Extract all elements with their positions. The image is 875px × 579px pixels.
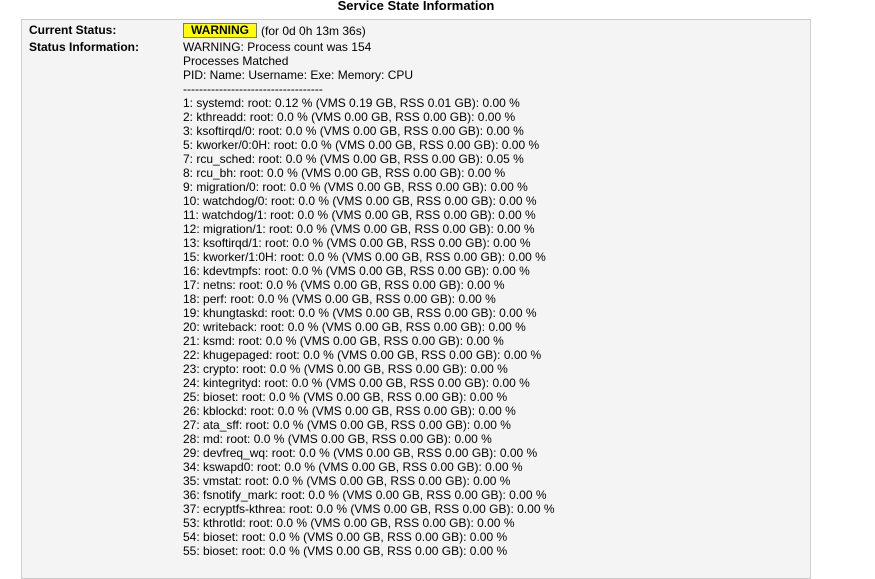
process-line: 23: crypto: root: 0.0 % (VMS 0.00 GB, RSS 0.00 GB): 0.00 %	[183, 362, 508, 376]
process-line: 11: watchdog/1: root: 0.0 % (VMS 0.00 GB, RSS 0.00 GB): 0.00 %	[183, 208, 536, 222]
process-line: 18: perf: root: 0.0 % (VMS 0.00 GB, RSS 0.00 GB): 0.00 %	[183, 292, 496, 306]
process-line: 26: kblockd: root: 0.0 % (VMS 0.00 GB, RSS 0.00 GB): 0.00 %	[183, 404, 516, 418]
status-information-text	[183, 40, 555, 558]
process-line: 22: khugepaged: root: 0.0 % (VMS 0.00 GB, RSS 0.00 GB): 0.00 %	[183, 348, 542, 362]
process-line: 5: kworker/0:0H: root: 0.0 % (VMS 0.00 GB, RSS 0.00 GB): 0.00 %	[183, 138, 540, 152]
status-duration: (for 0d 0h 13m 36s)	[261, 23, 366, 38]
process-line: 3: ksoftirqd/0: root: 0.0 % (VMS 0.00 GB, RSS 0.00 GB): 0.00 %	[183, 124, 524, 138]
process-line: 2: kthreadd: root: 0.0 % (VMS 0.00 GB, RSS 0.00 GB): 0.00 %	[183, 110, 516, 124]
process-line: 24: kintegrityd: root: 0.0 % (VMS 0.00 GB, RSS 0.00 GB): 0.00 %	[183, 376, 530, 390]
process-line: 19: khungtaskd: root: 0.0 % (VMS 0.00 GB, RSS 0.00 GB): 0.00 %	[183, 306, 537, 320]
status-information-label: Status Information:	[29, 40, 139, 54]
status-badge: WARNING	[183, 23, 257, 38]
process-line: 28: md: root: 0.0 % (VMS 0.00 GB, RSS 0.00 GB): 0.00 %	[183, 432, 492, 446]
process-line: 9: migration/0: root: 0.0 % (VMS 0.00 GB, RSS 0.00 GB): 0.00 %	[183, 180, 528, 194]
process-line: 10: watchdog/0: root: 0.0 % (VMS 0.00 GB, RSS 0.00 GB): 0.00 %	[183, 194, 537, 208]
process-line: 8: rcu_bh: root: 0.0 % (VMS 0.00 GB, RSS 0.00 GB): 0.00 %	[183, 166, 506, 180]
process-line: 21: ksmd: root: 0.0 % (VMS 0.00 GB, RSS 0.00 GB): 0.00 %	[183, 334, 504, 348]
current-status-value	[183, 23, 366, 38]
process-line: 25: bioset: root: 0.0 % (VMS 0.00 GB, RSS 0.00 GB): 0.00 %	[183, 390, 508, 404]
status-info-line: PID: Name: Username: Exe: Memory: CPU	[183, 68, 414, 82]
page-title: Service State Information	[337, 0, 495, 13]
status-info-line: Processes Matched	[183, 54, 289, 68]
status-info-line: WARNING: Process count was 154	[183, 40, 372, 54]
process-line: 53: kthrotld: root: 0.0 % (VMS 0.00 GB, RSS 0.00 GB): 0.00 %	[183, 516, 515, 530]
process-line: 27: ata_sff: root: 0.0 % (VMS 0.00 GB, RSS 0.00 GB): 0.00 %	[183, 418, 511, 432]
process-line: 55: bioset: root: 0.0 % (VMS 0.00 GB, RSS 0.00 GB): 0.00 %	[183, 544, 508, 558]
process-line: 13: ksoftirqd/1: root: 0.0 % (VMS 0.00 GB, RSS 0.00 GB): 0.00 %	[183, 236, 531, 250]
process-line: 1: systemd: root: 0.12 % (VMS 0.19 GB, RSS 0.01 GB): 0.00 %	[183, 96, 520, 110]
process-line: 15: kworker/1:0H: root: 0.0 % (VMS 0.00 GB, RSS 0.00 GB): 0.00 %	[183, 250, 546, 264]
current-status-label: Current Status:	[29, 23, 117, 37]
service-state-panel	[21, 19, 811, 579]
process-line: 34: kswapd0: root: 0.0 % (VMS 0.00 GB, RSS 0.00 GB): 0.00 %	[183, 460, 523, 474]
process-line: 29: devfreq_wq: root: 0.0 % (VMS 0.00 GB, RSS 0.00 GB): 0.00 %	[183, 446, 538, 460]
process-line: 16: kdevtmpfs: root: 0.0 % (VMS 0.00 GB, RSS 0.00 GB): 0.00 %	[183, 264, 530, 278]
process-line: 36: fsnotify_mark: root: 0.0 % (VMS 0.00 GB, RSS 0.00 GB): 0.00 %	[183, 488, 547, 502]
process-line: 20: writeback: root: 0.0 % (VMS 0.00 GB, RSS 0.00 GB): 0.00 %	[183, 320, 526, 334]
separator-line: -----------------------------------	[183, 82, 323, 96]
process-line: 7: rcu_sched: root: 0.0 % (VMS 0.00 GB, RSS 0.00 GB): 0.05 %	[183, 152, 524, 166]
process-line: 35: vmstat: root: 0.0 % (VMS 0.00 GB, RSS 0.00 GB): 0.00 %	[183, 474, 511, 488]
process-line: 12: migration/1: root: 0.0 % (VMS 0.00 GB, RSS 0.00 GB): 0.00 %	[183, 222, 535, 236]
process-line: 54: bioset: root: 0.0 % (VMS 0.00 GB, RSS 0.00 GB): 0.00 %	[183, 530, 508, 544]
process-line: 37: ecryptfs-kthrea: root: 0.0 % (VMS 0.00 GB, RSS 0.00 GB): 0.00 %	[183, 502, 555, 516]
process-line: 17: netns: root: 0.0 % (VMS 0.00 GB, RSS 0.00 GB): 0.00 %	[183, 278, 505, 292]
